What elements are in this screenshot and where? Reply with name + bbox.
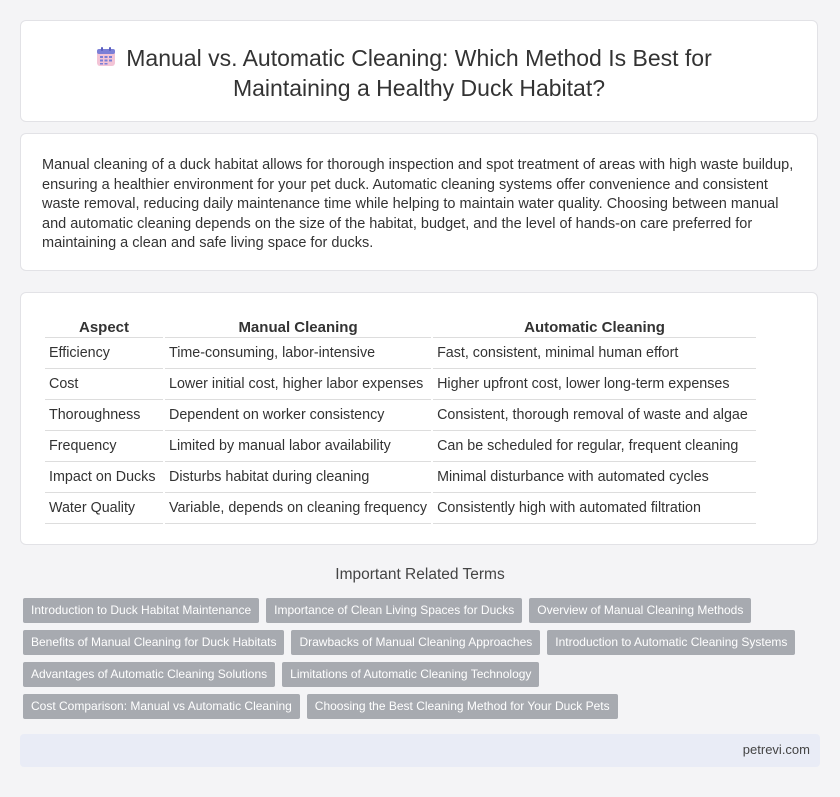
table-cell: Efficiency <box>45 338 163 369</box>
tag-row <box>23 662 803 687</box>
table-cell: Cost <box>45 369 163 400</box>
table-cell: Higher upfront cost, lower long-term expenses <box>433 369 756 400</box>
related-term-tag[interactable]: Benefits of Manual Cleaning for Duck Habitats <box>23 630 284 655</box>
table-cell: Time-consuming, labor-intensive <box>165 338 431 369</box>
related-term-tag[interactable]: Choosing the Best Cleaning Method for Your Duck Pets <box>307 694 618 719</box>
table-cell: Dependent on worker consistency <box>165 400 431 431</box>
related-term-tag[interactable]: Cost Comparison: Manual vs Automatic Cleaning <box>23 694 300 719</box>
related-term-tag[interactable]: Importance of Clean Living Spaces for Ducks <box>266 598 522 623</box>
table-row <box>45 431 756 462</box>
title-card <box>20 20 818 122</box>
tag-row <box>23 630 803 655</box>
table-cell: Water Quality <box>45 493 163 524</box>
table-cell: Lower initial cost, higher labor expenses <box>165 369 431 400</box>
table-cell: Fast, consistent, minimal human effort <box>433 338 756 369</box>
related-term-tag[interactable]: Overview of Manual Cleaning Methods <box>529 598 751 623</box>
page-title: Manual vs. Automatic Cleaning: Which Method Is Best for Maintaining a Healthy Duck Habitat? <box>126 45 712 101</box>
table-cell: Minimal disturbance with automated cycles <box>433 462 756 493</box>
table-row <box>45 400 756 431</box>
table-cell: Variable, depends on cleaning frequency <box>165 493 431 524</box>
related-terms-title: Important Related Terms <box>335 566 505 583</box>
site-credit[interactable]: petrevi.com <box>742 742 810 757</box>
table-cell: Consistent, thorough removal of waste and algae <box>433 400 756 431</box>
table-cell: Can be scheduled for regular, frequent cleaning <box>433 431 756 462</box>
table-cell: Frequency <box>45 431 163 462</box>
table-row <box>45 462 756 493</box>
related-term-tag[interactable]: Introduction to Automatic Cleaning Systems <box>547 630 795 655</box>
related-term-tag[interactable]: Drawbacks of Manual Cleaning Approaches <box>291 630 540 655</box>
table-cell: Disturbs habitat during cleaning <box>165 462 431 493</box>
footer <box>20 734 820 767</box>
table-row <box>45 338 756 369</box>
table-cell: Impact on Ducks <box>45 462 163 493</box>
comparison-card <box>20 292 818 545</box>
intro-card <box>20 133 818 271</box>
related-term-tag[interactable]: Introduction to Duck Habitat Maintenance <box>23 598 259 623</box>
intro-paragraph: Manual cleaning of a duck habitat allows for thorough inspection and spot treatment of areas with high waste buildup, ensuring a healthier environment for your pet duck. Automatic cleaning systems offer convenience and consistent waste removal, reducing daily maintenance time while helping to maintain water quality. Choosing between manual and automatic cleaning depends on the size of the habitat, budget, and the level of hands-on care preferred for maintaining a clean and safe living space for ducks. <box>42 157 794 251</box>
table-header-row <box>45 315 756 338</box>
header-aspect: Aspect <box>45 315 163 338</box>
related-term-tag[interactable]: Limitations of Automatic Cleaning Technology <box>282 662 539 687</box>
tag-row <box>23 694 803 719</box>
related-term-tag[interactable]: Advantages of Automatic Cleaning Solutions <box>23 662 275 687</box>
header-automatic: Automatic Cleaning <box>433 315 756 338</box>
table-cell: Thoroughness <box>45 400 163 431</box>
header-manual: Manual Cleaning <box>165 315 431 338</box>
related-terms-list <box>23 598 803 726</box>
table-row <box>45 493 756 524</box>
table-cell: Consistently high with automated filtration <box>433 493 756 524</box>
comparison-table <box>43 315 758 524</box>
table-row <box>45 369 756 400</box>
tag-row <box>23 598 803 623</box>
table-cell: Limited by manual labor availability <box>165 431 431 462</box>
